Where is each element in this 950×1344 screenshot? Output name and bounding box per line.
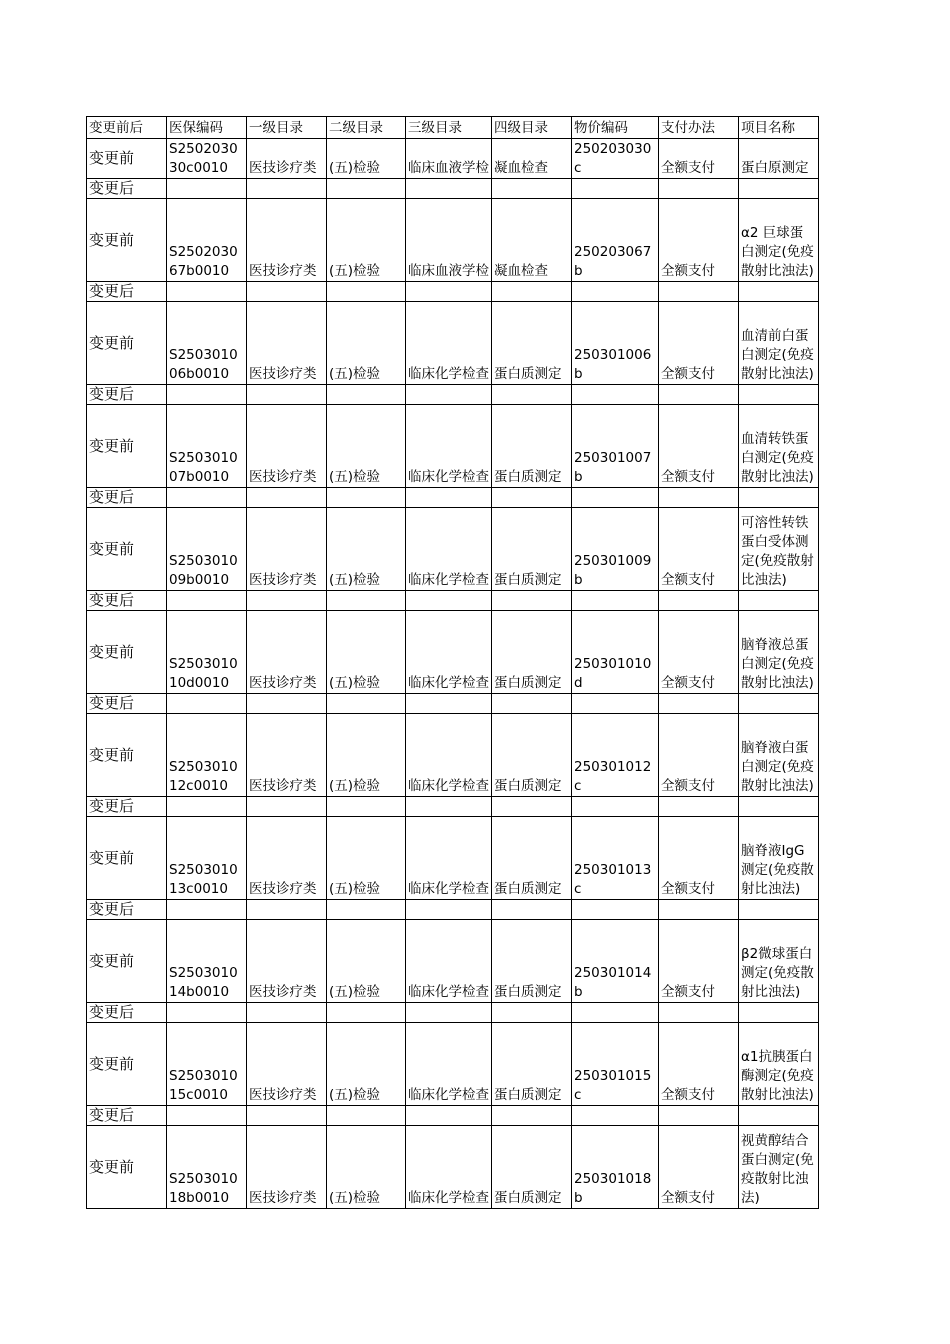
change-status-cell: 变更后 xyxy=(87,694,167,714)
record-before-row xyxy=(87,302,819,385)
insurance-code-cell: S250301014b0010 xyxy=(167,920,247,1003)
item-name-cell: α2 巨球蛋白测定(免疫散射比浊法) xyxy=(739,199,819,282)
change-status-cell: 变更后 xyxy=(87,1106,167,1126)
change-status-cell: 变更前 xyxy=(87,714,167,797)
empty-cell xyxy=(739,797,819,817)
header-cell: 一级目录 xyxy=(247,117,327,139)
insurance-code-cell: S250301009b0010 xyxy=(167,508,247,591)
level2-cell: (五)检验 xyxy=(327,302,406,385)
insurance-code-cell: S250301010d0010 xyxy=(167,611,247,694)
record-before-row xyxy=(87,508,819,591)
empty-cell xyxy=(406,385,492,405)
empty-cell xyxy=(247,1106,327,1126)
insurance-code-cell: S250301006b0010 xyxy=(167,302,247,385)
empty-cell xyxy=(572,900,659,920)
payment-method-cell: 全额支付 xyxy=(659,714,739,797)
empty-cell xyxy=(406,488,492,508)
insurance-code-cell: S250301015c0010 xyxy=(167,1023,247,1106)
empty-cell xyxy=(739,282,819,302)
level1-cell: 医技诊疗类 xyxy=(247,611,327,694)
level4-cell: 蛋白质测定 xyxy=(492,817,572,900)
header-cell: 医保编码 xyxy=(167,117,247,139)
empty-cell xyxy=(406,1003,492,1023)
item-name-cell: 脑脊液总蛋白测定(免疫散射比浊法) xyxy=(739,611,819,694)
record-before-row xyxy=(87,405,819,488)
empty-cell xyxy=(572,282,659,302)
item-name-cell: 可溶性转铁蛋白受体测定(免疫散射比浊法) xyxy=(739,508,819,591)
level2-cell: (五)检验 xyxy=(327,920,406,1003)
level4-cell: 凝血检查 xyxy=(492,199,572,282)
record-after-row xyxy=(87,591,819,611)
payment-method-cell: 全额支付 xyxy=(659,817,739,900)
item-name-cell: 视黄醇结合蛋白测定(免疫散射比浊法) xyxy=(739,1126,819,1209)
level3-cell: 临床化学检查 xyxy=(406,714,492,797)
level3-cell: 临床化学检查 xyxy=(406,920,492,1003)
header-cell: 四级目录 xyxy=(492,117,572,139)
empty-cell xyxy=(659,385,739,405)
empty-cell xyxy=(659,488,739,508)
price-code-cell: 250301013c xyxy=(572,817,659,900)
change-status-cell: 变更前 xyxy=(87,405,167,488)
level4-cell: 凝血检查 xyxy=(492,139,572,179)
item-name-cell: 脑脊液IgG测定(免疫散射比浊法) xyxy=(739,817,819,900)
payment-method-cell: 全额支付 xyxy=(659,139,739,179)
empty-cell xyxy=(247,694,327,714)
empty-cell xyxy=(492,900,572,920)
change-status-cell: 变更前 xyxy=(87,611,167,694)
insurance-code-cell: S250203030c0010 xyxy=(167,139,247,179)
empty-cell xyxy=(167,179,247,199)
empty-cell xyxy=(659,1106,739,1126)
empty-cell xyxy=(167,1106,247,1126)
empty-cell xyxy=(572,591,659,611)
empty-cell xyxy=(659,591,739,611)
level4-cell: 蛋白质测定 xyxy=(492,302,572,385)
empty-cell xyxy=(659,1003,739,1023)
record-after-row xyxy=(87,797,819,817)
empty-cell xyxy=(572,797,659,817)
empty-cell xyxy=(327,488,406,508)
empty-cell xyxy=(659,179,739,199)
change-status-cell: 变更前 xyxy=(87,1126,167,1209)
record-after-row xyxy=(87,1003,819,1023)
level4-cell: 蛋白质测定 xyxy=(492,920,572,1003)
empty-cell xyxy=(327,900,406,920)
empty-cell xyxy=(167,488,247,508)
empty-cell xyxy=(327,282,406,302)
level1-cell: 医技诊疗类 xyxy=(247,302,327,385)
empty-cell xyxy=(327,179,406,199)
record-before-row xyxy=(87,714,819,797)
level1-cell: 医技诊疗类 xyxy=(247,1126,327,1209)
empty-cell xyxy=(739,1106,819,1126)
record-before-row xyxy=(87,1126,819,1209)
empty-cell xyxy=(739,591,819,611)
empty-cell xyxy=(327,694,406,714)
empty-cell xyxy=(572,488,659,508)
empty-cell xyxy=(247,488,327,508)
price-code-cell: 250301010d xyxy=(572,611,659,694)
empty-cell xyxy=(247,900,327,920)
empty-cell xyxy=(406,1106,492,1126)
empty-cell xyxy=(247,179,327,199)
level2-cell: (五)检验 xyxy=(327,1023,406,1106)
empty-cell xyxy=(492,1106,572,1126)
record-after-row xyxy=(87,179,819,199)
item-name-cell: β2微球蛋白测定(免疫散射比浊法) xyxy=(739,920,819,1003)
empty-cell xyxy=(492,797,572,817)
empty-cell xyxy=(739,1003,819,1023)
level4-cell: 蛋白质测定 xyxy=(492,1126,572,1209)
empty-cell xyxy=(327,591,406,611)
level1-cell: 医技诊疗类 xyxy=(247,817,327,900)
empty-cell xyxy=(739,694,819,714)
record-before-row xyxy=(87,611,819,694)
empty-cell xyxy=(167,1003,247,1023)
price-code-cell: 250301006b xyxy=(572,302,659,385)
record-before-row xyxy=(87,920,819,1003)
header-cell: 项目名称 xyxy=(739,117,819,139)
item-name-cell: 脑脊液白蛋白测定(免疫散射比浊法) xyxy=(739,714,819,797)
level4-cell: 蛋白质测定 xyxy=(492,714,572,797)
insurance-code-cell: S250301007b0010 xyxy=(167,405,247,488)
item-name-cell: 蛋白原测定 xyxy=(739,139,819,179)
level1-cell: 医技诊疗类 xyxy=(247,920,327,1003)
level2-cell: (五)检验 xyxy=(327,817,406,900)
empty-cell xyxy=(327,797,406,817)
empty-cell xyxy=(659,797,739,817)
empty-cell xyxy=(406,694,492,714)
empty-cell xyxy=(572,385,659,405)
level1-cell: 医技诊疗类 xyxy=(247,508,327,591)
item-name-cell: 血清转铁蛋白测定(免疫散射比浊法) xyxy=(739,405,819,488)
empty-cell xyxy=(659,282,739,302)
empty-cell xyxy=(406,797,492,817)
empty-cell xyxy=(247,1003,327,1023)
change-status-cell: 变更前 xyxy=(87,1023,167,1106)
level4-cell: 蛋白质测定 xyxy=(492,405,572,488)
level2-cell: (五)检验 xyxy=(327,508,406,591)
empty-cell xyxy=(492,385,572,405)
price-code-cell: 250301007b xyxy=(572,405,659,488)
level3-cell: 临床化学检查 xyxy=(406,817,492,900)
level3-cell: 临床血液学检 xyxy=(406,199,492,282)
empty-cell xyxy=(492,694,572,714)
change-status-cell: 变更后 xyxy=(87,591,167,611)
payment-method-cell: 全额支付 xyxy=(659,611,739,694)
empty-cell xyxy=(492,282,572,302)
change-status-cell: 变更后 xyxy=(87,385,167,405)
header-cell: 物价编码 xyxy=(572,117,659,139)
level3-cell: 临床化学检查 xyxy=(406,611,492,694)
empty-cell xyxy=(327,1003,406,1023)
change-status-cell: 变更前 xyxy=(87,508,167,591)
record-before-row xyxy=(87,199,819,282)
price-code-cell: 250301012c xyxy=(572,714,659,797)
item-name-cell: 血清前白蛋白测定(免疫散射比浊法) xyxy=(739,302,819,385)
item-name-cell: α1抗胰蛋白酶测定(免疫散射比浊法) xyxy=(739,1023,819,1106)
price-code-cell: 250301009b xyxy=(572,508,659,591)
record-after-row xyxy=(87,282,819,302)
empty-cell xyxy=(492,591,572,611)
insurance-code-cell: S250301012c0010 xyxy=(167,714,247,797)
empty-cell xyxy=(572,179,659,199)
level2-cell: (五)检验 xyxy=(327,199,406,282)
level1-cell: 医技诊疗类 xyxy=(247,714,327,797)
change-status-cell: 变更前 xyxy=(87,302,167,385)
change-status-cell: 变更后 xyxy=(87,797,167,817)
level3-cell: 临床化学检查 xyxy=(406,1023,492,1106)
change-status-cell: 变更后 xyxy=(87,900,167,920)
level3-cell: 临床化学检查 xyxy=(406,508,492,591)
level3-cell: 临床化学检查 xyxy=(406,1126,492,1209)
level2-cell: (五)检验 xyxy=(327,1126,406,1209)
empty-cell xyxy=(492,488,572,508)
empty-cell xyxy=(406,179,492,199)
empty-cell xyxy=(167,900,247,920)
empty-cell xyxy=(739,179,819,199)
level1-cell: 医技诊疗类 xyxy=(247,1023,327,1106)
empty-cell xyxy=(167,694,247,714)
record-after-row xyxy=(87,385,819,405)
level4-cell: 蛋白质测定 xyxy=(492,508,572,591)
header-cell: 支付办法 xyxy=(659,117,739,139)
record-after-row xyxy=(87,900,819,920)
header-cell: 三级目录 xyxy=(406,117,492,139)
level3-cell: 临床血液学检 xyxy=(406,139,492,179)
level4-cell: 蛋白质测定 xyxy=(492,611,572,694)
insurance-code-cell: S250301013c0010 xyxy=(167,817,247,900)
insurance-code-cell: S250203067b0010 xyxy=(167,199,247,282)
record-after-row xyxy=(87,1106,819,1126)
empty-cell xyxy=(247,282,327,302)
level4-cell: 蛋白质测定 xyxy=(492,1023,572,1106)
empty-cell xyxy=(247,385,327,405)
empty-cell xyxy=(406,900,492,920)
empty-cell xyxy=(572,1106,659,1126)
empty-cell xyxy=(739,900,819,920)
record-after-row xyxy=(87,694,819,714)
level2-cell: (五)检验 xyxy=(327,714,406,797)
header-cell: 变更前后 xyxy=(87,117,167,139)
record-before-row xyxy=(87,1023,819,1106)
price-code-cell: 250301014b xyxy=(572,920,659,1003)
level2-cell: (五)检验 xyxy=(327,139,406,179)
record-after-row xyxy=(87,488,819,508)
price-code-cell: 250301015c xyxy=(572,1023,659,1106)
level3-cell: 临床化学检查 xyxy=(406,302,492,385)
change-status-cell: 变更后 xyxy=(87,282,167,302)
level1-cell: 医技诊疗类 xyxy=(247,405,327,488)
empty-cell xyxy=(247,797,327,817)
level2-cell: (五)检验 xyxy=(327,611,406,694)
empty-cell xyxy=(492,1003,572,1023)
empty-cell xyxy=(327,1106,406,1126)
payment-method-cell: 全额支付 xyxy=(659,508,739,591)
payment-method-cell: 全额支付 xyxy=(659,199,739,282)
header-row xyxy=(87,117,819,139)
empty-cell xyxy=(659,900,739,920)
empty-cell xyxy=(739,385,819,405)
change-status-cell: 变更前 xyxy=(87,199,167,282)
level1-cell: 医技诊疗类 xyxy=(247,199,327,282)
empty-cell xyxy=(247,591,327,611)
empty-cell xyxy=(167,282,247,302)
change-status-cell: 变更后 xyxy=(87,1003,167,1023)
change-status-cell: 变更前 xyxy=(87,139,167,179)
payment-method-cell: 全额支付 xyxy=(659,920,739,1003)
payment-method-cell: 全额支付 xyxy=(659,302,739,385)
empty-cell xyxy=(327,385,406,405)
empty-cell xyxy=(739,488,819,508)
insurance-code-cell: S250301018b0010 xyxy=(167,1126,247,1209)
price-code-cell: 250203067b xyxy=(572,199,659,282)
level3-cell: 临床化学检查 xyxy=(406,405,492,488)
empty-cell xyxy=(572,1003,659,1023)
change-status-cell: 变更后 xyxy=(87,179,167,199)
level2-cell: (五)检验 xyxy=(327,405,406,488)
change-status-cell: 变更前 xyxy=(87,920,167,1003)
empty-cell xyxy=(167,591,247,611)
empty-cell xyxy=(167,797,247,817)
empty-cell xyxy=(167,385,247,405)
header-cell: 二级目录 xyxy=(327,117,406,139)
price-code-cell: 250301018b xyxy=(572,1126,659,1209)
change-table xyxy=(86,116,819,1209)
empty-cell xyxy=(492,179,572,199)
payment-method-cell: 全额支付 xyxy=(659,1126,739,1209)
empty-cell xyxy=(406,591,492,611)
price-code-cell: 250203030c xyxy=(572,139,659,179)
payment-method-cell: 全额支付 xyxy=(659,405,739,488)
level1-cell: 医技诊疗类 xyxy=(247,139,327,179)
change-status-cell: 变更后 xyxy=(87,488,167,508)
change-status-cell: 变更前 xyxy=(87,817,167,900)
payment-method-cell: 全额支付 xyxy=(659,1023,739,1106)
empty-cell xyxy=(406,282,492,302)
record-before-row xyxy=(87,139,819,179)
record-before-row xyxy=(87,817,819,900)
empty-cell xyxy=(659,694,739,714)
empty-cell xyxy=(572,694,659,714)
